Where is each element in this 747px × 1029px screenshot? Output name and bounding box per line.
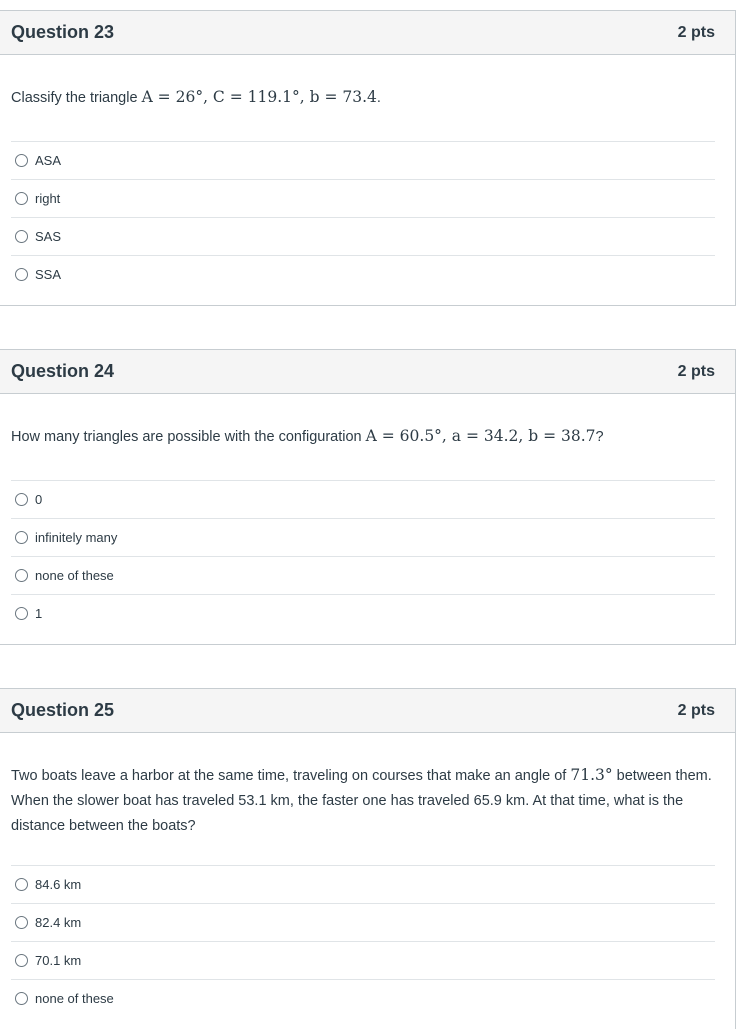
- answer-label: SSA: [35, 267, 62, 282]
- answer-option[interactable]: [11, 594, 715, 632]
- answer-list: [11, 480, 715, 632]
- question-points: 2 pts: [677, 23, 715, 41]
- question-math: A = 26°, C = 119.1°, b = 73.4: [141, 88, 377, 106]
- question-text-prefix: Classify the triangle: [11, 90, 142, 106]
- question-text-suffix: between them. When the slower boat has traveled 53.1 km, the faster one has traveled 65.9 km. At that time, what is the distance between the boats?: [11, 768, 712, 834]
- radio-button[interactable]: [15, 230, 28, 243]
- question-24: [0, 349, 736, 645]
- answer-label: SAS: [35, 229, 62, 244]
- question-25: [0, 688, 736, 1029]
- answer-option[interactable]: [11, 556, 715, 594]
- question-title: Question 25: [11, 700, 115, 720]
- answer-option[interactable]: [11, 141, 715, 179]
- answer-label: 1: [35, 606, 43, 621]
- question-text-suffix: ?: [595, 429, 604, 445]
- answer-list: [11, 865, 715, 1017]
- radio-button[interactable]: [15, 607, 28, 620]
- radio-button[interactable]: [15, 154, 28, 167]
- question-text: [11, 85, 715, 111]
- answer-option[interactable]: [11, 941, 715, 979]
- radio-button[interactable]: [15, 493, 28, 506]
- answer-label: 84.6 km: [35, 877, 82, 892]
- answer-option[interactable]: [11, 518, 715, 556]
- answer-list: [11, 141, 715, 293]
- radio-button[interactable]: [15, 992, 28, 1005]
- answer-label: 0: [35, 492, 43, 507]
- question-text-suffix: .: [376, 90, 381, 106]
- radio-button[interactable]: [15, 268, 28, 281]
- question-text-prefix: How many triangles are possible with the configuration: [11, 429, 366, 445]
- radio-button[interactable]: [15, 954, 28, 967]
- answer-label: none of these: [35, 568, 114, 583]
- answer-option[interactable]: [11, 865, 715, 903]
- question-text-prefix: Two boats leave a harbor at the same time, traveling on courses that make an angle of: [11, 768, 571, 784]
- answer-label: infinitely many: [35, 530, 118, 545]
- answer-option[interactable]: [11, 179, 715, 217]
- question-text: [11, 763, 715, 839]
- question-text: [11, 424, 715, 450]
- question-math: A = 60.5°, a = 34.2, b = 38.7: [365, 427, 596, 445]
- answer-option[interactable]: [11, 903, 715, 941]
- question-23: [0, 10, 736, 306]
- answer-option[interactable]: [11, 480, 715, 518]
- answer-option[interactable]: [11, 979, 715, 1017]
- answer-label: none of these: [35, 991, 114, 1006]
- question-header: [0, 689, 735, 733]
- question-header: [0, 11, 735, 55]
- question-title: Question 23: [11, 22, 115, 42]
- radio-button[interactable]: [15, 569, 28, 582]
- answer-label: right: [35, 191, 61, 206]
- question-title: Question 24: [11, 361, 115, 381]
- answer-option[interactable]: [11, 255, 715, 293]
- answer-label: 82.4 km: [35, 915, 82, 930]
- answer-option[interactable]: [11, 217, 715, 255]
- radio-button[interactable]: [15, 878, 28, 891]
- radio-button[interactable]: [15, 192, 28, 205]
- radio-button[interactable]: [15, 531, 28, 544]
- answer-label: 70.1 km: [35, 953, 82, 968]
- question-points: 2 pts: [677, 701, 715, 719]
- question-math: 71.3°: [570, 766, 613, 784]
- radio-button[interactable]: [15, 916, 28, 929]
- question-points: 2 pts: [677, 362, 715, 380]
- question-header: [0, 350, 735, 394]
- answer-label: ASA: [35, 153, 62, 168]
